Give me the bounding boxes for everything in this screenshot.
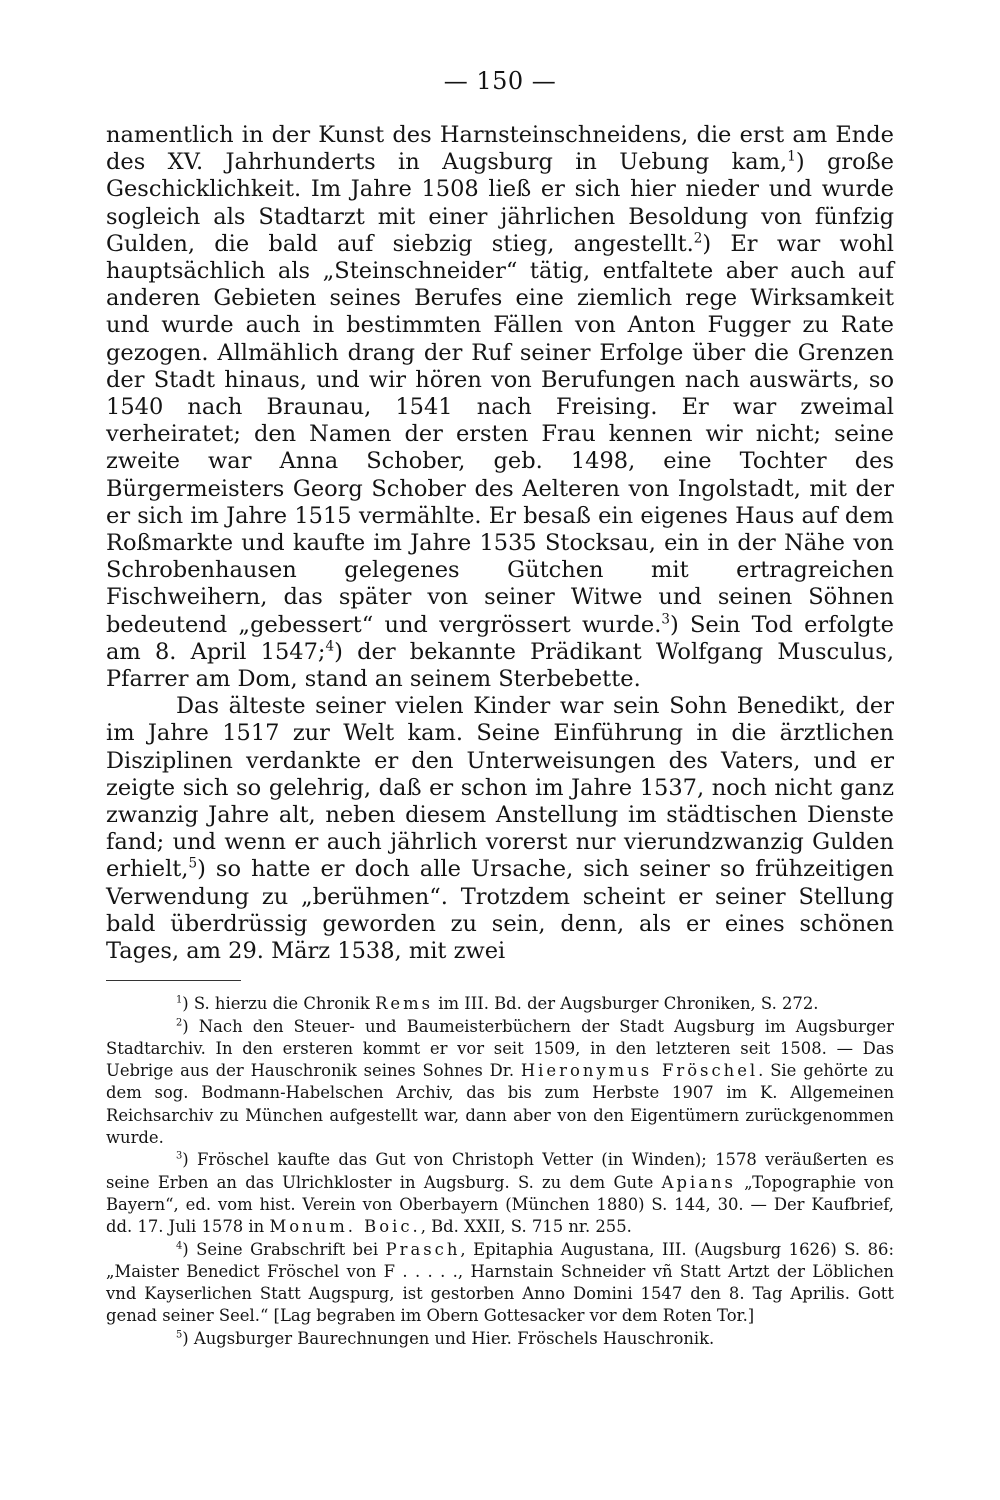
- text-segment: ) Nach den Steuer- und Baumeisterbüchern der Stadt Augsburg im Augsburger Stadtarchiv. In den ersteren kommt er vor seit 1509, in den letzteren seit 1508. — Das Uebrige aus der Hauschronik seines Sohnes Dr.: [106, 1016, 894, 1081]
- footnote-number: 5: [176, 1329, 183, 1341]
- footnote: [106, 993, 894, 1015]
- footnote-divider: [106, 980, 241, 981]
- footnote-ref: 5: [188, 855, 198, 872]
- footnote: [106, 1016, 894, 1150]
- footnote: [106, 1239, 894, 1328]
- text-segment: im III. Bd. der Augsburger Chroniken, S. 272.: [433, 994, 819, 1014]
- text-segment: ) große Geschicklichkeit. Im Jahre 1508 ließ er sich hier nieder und wurde sogleich als Stadtarzt mit einer jährlichen Besoldung von fünfzig Gulden, die bald auf siebzig stieg, angestellt.: [106, 149, 895, 257]
- text-segment: , Epitaphia Augustana, III. (Augsburg 1626) S. 86: „Maister Benedict Fröschel von F . . . . ., Harnstain Schneider vñ Statt Artzt der Löblichen vnd Kayserlichen Statt Augspurg, ist gestorben Anno Domini 1547 den 8. Tag Aprilis. Gott genad seiner Seel.“ [Lag begraben im Obern Gottesacker vor dem Roten Tor.]: [106, 1239, 895, 1326]
- spaced-name: Apians: [661, 1172, 736, 1192]
- footnote-ref: 1: [787, 148, 796, 165]
- body-text: [106, 122, 894, 965]
- paragraph: [106, 122, 894, 693]
- spaced-name: Rems: [375, 994, 434, 1014]
- text-segment: ) der bekannte Prädikant Wolfgang Musculus, Pfarrer am Dom, stand an seinem Sterbebette.: [106, 638, 894, 693]
- page: [106, 66, 894, 1350]
- text-segment: , Bd. XXII, S. 715 nr. 255.: [420, 1217, 632, 1237]
- footnote: [106, 1328, 894, 1350]
- text-segment: namentlich in der Kunst des Harnsteinschneidens, die erst am Ende des XV. Jahrhunderts in Augsburg in Uebung kam,: [106, 122, 894, 176]
- text-segment: ) Er war wohl hauptsächlich als „Steinschneider“ tätig, entfaltete aber auch auf anderen Gebieten seines Berufes eine ziemlich rege Wirksamkeit und wurde auch in bestimmten Fällen von Anton Fugger zu Rate gezogen. Allmählich drang der Ruf seiner Erfolge über die Grenzen der Stadt hinaus, und wir hören von Berufungen nach auswärts, so 1540 nach Braunau, 1541 nach Freising. Er war zweimal verheiratet; den Namen der ersten Frau kennen wir nicht; seine zweite war Anna Schober, geb. 1498, eine Tochter des Bürgermeisters Georg Schober des Aelteren von Ingolstadt, mit der er sich im Jahre 1515 vermählte. Er besaß ein eigenes Haus auf dem Roßmarkte und kaufte im Jahre 1535 Stocksau, ein in der Nähe von Schrobenhausen gelegenes Gütchen mit ertragreichen Fischweihern, das später von seiner Witwe und seinen Söhnen bedeutend „gebessert“ und vergrössert wurde.: [106, 230, 894, 638]
- paragraph: [106, 693, 894, 965]
- text-segment: ) Fröschel kaufte das Gut von Christoph Vetter (in Winden); 1578 veräußerten es seine Erben an das Ulrichkloster in Augsburg. S. zu dem Gute: [106, 1150, 894, 1192]
- text-segment: ) S. hierzu die Chronik: [182, 994, 376, 1014]
- footnote-ref: 3: [661, 611, 670, 628]
- footnote: [106, 1149, 894, 1238]
- page-number: — 150 —: [443, 67, 557, 95]
- text-segment: „Topographie von Bayern“, ed. vom hist. Verein von Oberbayern (München 1880) S. 144, 30. — Der Kaufbrief, dd. 17. Juli 1578 in: [106, 1172, 894, 1237]
- footnote-number: 4: [176, 1240, 183, 1252]
- spaced-name: Monum. Boic.: [269, 1217, 421, 1237]
- spaced-name: Prasch: [385, 1239, 461, 1259]
- footnote-number: 2: [176, 1017, 183, 1029]
- footnote-number: 3: [176, 1150, 183, 1162]
- text-segment: Das älteste seiner vielen Kinder war sein Sohn Benedikt, der im Jahre 1517 zur Welt kam. Seine Einführung in die ärztlichen Disziplinen verdankte er den Unterweisungen des Vaters, und er zeigte sich so gelehrig, daß er schon im Jahre 1537, noch nicht ganz zwanzig Jahre alt, neben diesem Anstellung im städtischen Dienste fand; und wenn er auch jährlich vorerst nur vierundzwanzig Gulden erhielt,: [106, 693, 894, 883]
- text-segment: . Sie gehörte zu dem sog. Bodmann-Habelschen Archiv, das bis zum Herbste 1907 im K. Allgemeinen Reichsarchiv zu München aufgestellt war, dann aber von den Eigentümern zurückgenommen wurde.: [106, 1061, 894, 1148]
- text-segment: ) Seine Grabschrift bei: [182, 1239, 386, 1259]
- text-segment: ) Sein Tod erfolgte am 8. April 1547;: [106, 611, 895, 665]
- footnote-ref: 4: [325, 638, 335, 655]
- spaced-name: Hieronymus Fröschel: [520, 1061, 759, 1081]
- text-segment: ) Augsburger Baurechnungen und Hier. Fröschels Hauschronik.: [182, 1328, 715, 1348]
- footnotes: [106, 993, 894, 1350]
- text-segment: ) so hatte er doch alle Ursache, sich seiner so frühzeitigen Verwendung zu „berühmen“. Trotzdem scheint er seiner Stellung bald überdrüssig geworden zu sein, denn, als er eines schönen Tages, am 29. März 1538, mit zwei: [106, 856, 894, 965]
- footnote-ref: 2: [693, 230, 703, 247]
- footnote-number: 1: [176, 994, 183, 1006]
